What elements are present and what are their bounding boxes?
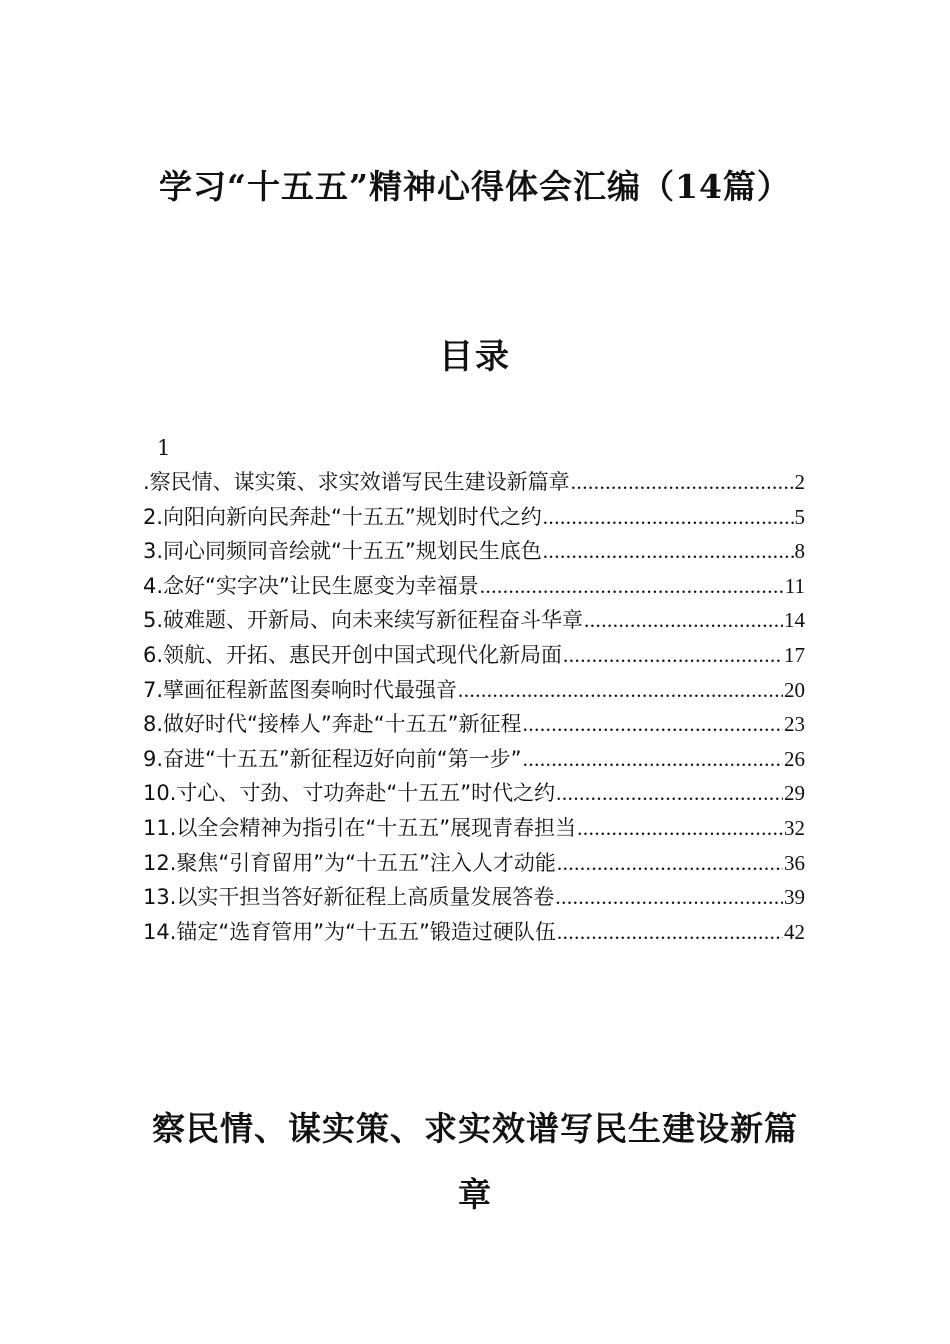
toc-entry[interactable]	[143, 535, 805, 570]
toc-entry-label: 12.聚焦“引育留用”为“十五五”注入人才动能	[143, 850, 556, 875]
toc-dot-leader	[571, 470, 794, 495]
toc-dot-leader	[523, 747, 783, 772]
toc-dot-leader	[523, 712, 783, 737]
toc-dot-leader	[543, 539, 794, 564]
toc-entry[interactable]	[143, 743, 805, 778]
toc-entry[interactable]	[143, 466, 805, 501]
toc-entry-label: 2.向阳向新向民奔赴“十五五”规划时代之约	[143, 504, 542, 529]
toc-dot-leader	[480, 574, 784, 599]
toc-entry[interactable]	[143, 777, 805, 812]
toc-page-number: 29	[784, 781, 805, 806]
toc-entry[interactable]	[143, 708, 805, 743]
toc-dot-leader	[555, 885, 783, 910]
toc-entry-label: 8.做好时代“接棒人”奔赴“十五五”新征程	[143, 712, 522, 737]
table-of-contents	[143, 466, 805, 950]
toc-page-number: 5	[794, 504, 805, 529]
toc-entry[interactable]	[143, 570, 805, 605]
toc-page-number: 11	[784, 573, 805, 598]
toc-dot-leader	[543, 505, 794, 530]
toc-entry[interactable]	[143, 639, 805, 674]
toc-page-number: 2	[794, 470, 805, 494]
toc-dot-leader	[458, 678, 783, 703]
toc-entry-label: 13.以实干担当答好新征程上高质量发展答卷	[143, 885, 555, 910]
toc-page-number: 32	[784, 815, 805, 840]
toc-dot-leader	[577, 816, 783, 841]
toc-first-entry-number: 1	[157, 436, 171, 460]
toc-entry-label: 6.领航、开拓、惠民开创中国式现代化新局面	[143, 642, 563, 667]
toc-entry-label: 5.破难题、开新局、向未来续写新征程奋斗华章	[143, 608, 584, 633]
toc-dot-leader	[563, 643, 783, 668]
toc-entry[interactable]	[143, 501, 805, 536]
toc-page-number: 23	[784, 712, 805, 737]
toc-entry[interactable]	[143, 674, 805, 709]
toc-dot-leader	[584, 608, 783, 633]
toc-page-number: 17	[784, 642, 805, 667]
toc-page-number: 36	[784, 850, 805, 875]
toc-heading: 目录	[439, 337, 511, 377]
toc-dot-leader	[556, 781, 783, 806]
toc-entry[interactable]	[143, 916, 805, 951]
toc-page-number: 20	[784, 677, 805, 702]
toc-entry[interactable]	[143, 604, 805, 639]
toc-page-number: 26	[784, 746, 805, 771]
section-title: 察民情、谋实策、求实效谱写民生建设新篇章	[152, 1109, 798, 1214]
toc-dot-leader	[557, 851, 783, 876]
toc-entry[interactable]	[143, 812, 805, 847]
toc-entry-label: 10.寸心、寸劲、寸功奔赴“十五五”时代之约	[143, 781, 556, 806]
toc-entry-label: 11.以全会精神为指引在“十五五”展现青春担当	[143, 815, 577, 840]
toc-page-number: 14	[784, 608, 805, 633]
toc-entry-label: 14.锚定“选育管用”为“十五五”锻造过硬队伍	[143, 919, 556, 944]
toc-entry-label: .察民情、谋实策、求实效谱写民生建设新篇章	[143, 470, 570, 494]
toc-entry-label: 9.奋进“十五五”新征程迈好向前“第一步”	[143, 746, 522, 771]
toc-entry-label: 3.同心同频同音绘就“十五五”规划民生底色	[143, 539, 542, 564]
toc-entry-label: 4.念好“实字决”让民生愿变为幸福景	[143, 573, 479, 598]
toc-entry[interactable]	[143, 881, 805, 916]
toc-page-number: 39	[784, 885, 805, 910]
toc-entry-label: 7.擘画征程新蓝图奏响时代最强音	[143, 677, 458, 702]
toc-entry[interactable]	[143, 847, 805, 882]
toc-page-number: 8	[794, 539, 805, 564]
toc-dot-leader	[557, 920, 783, 945]
toc-page-number: 42	[784, 919, 805, 944]
document-title: 学习“十五五”精神心得体会汇编（14篇）	[159, 167, 791, 206]
